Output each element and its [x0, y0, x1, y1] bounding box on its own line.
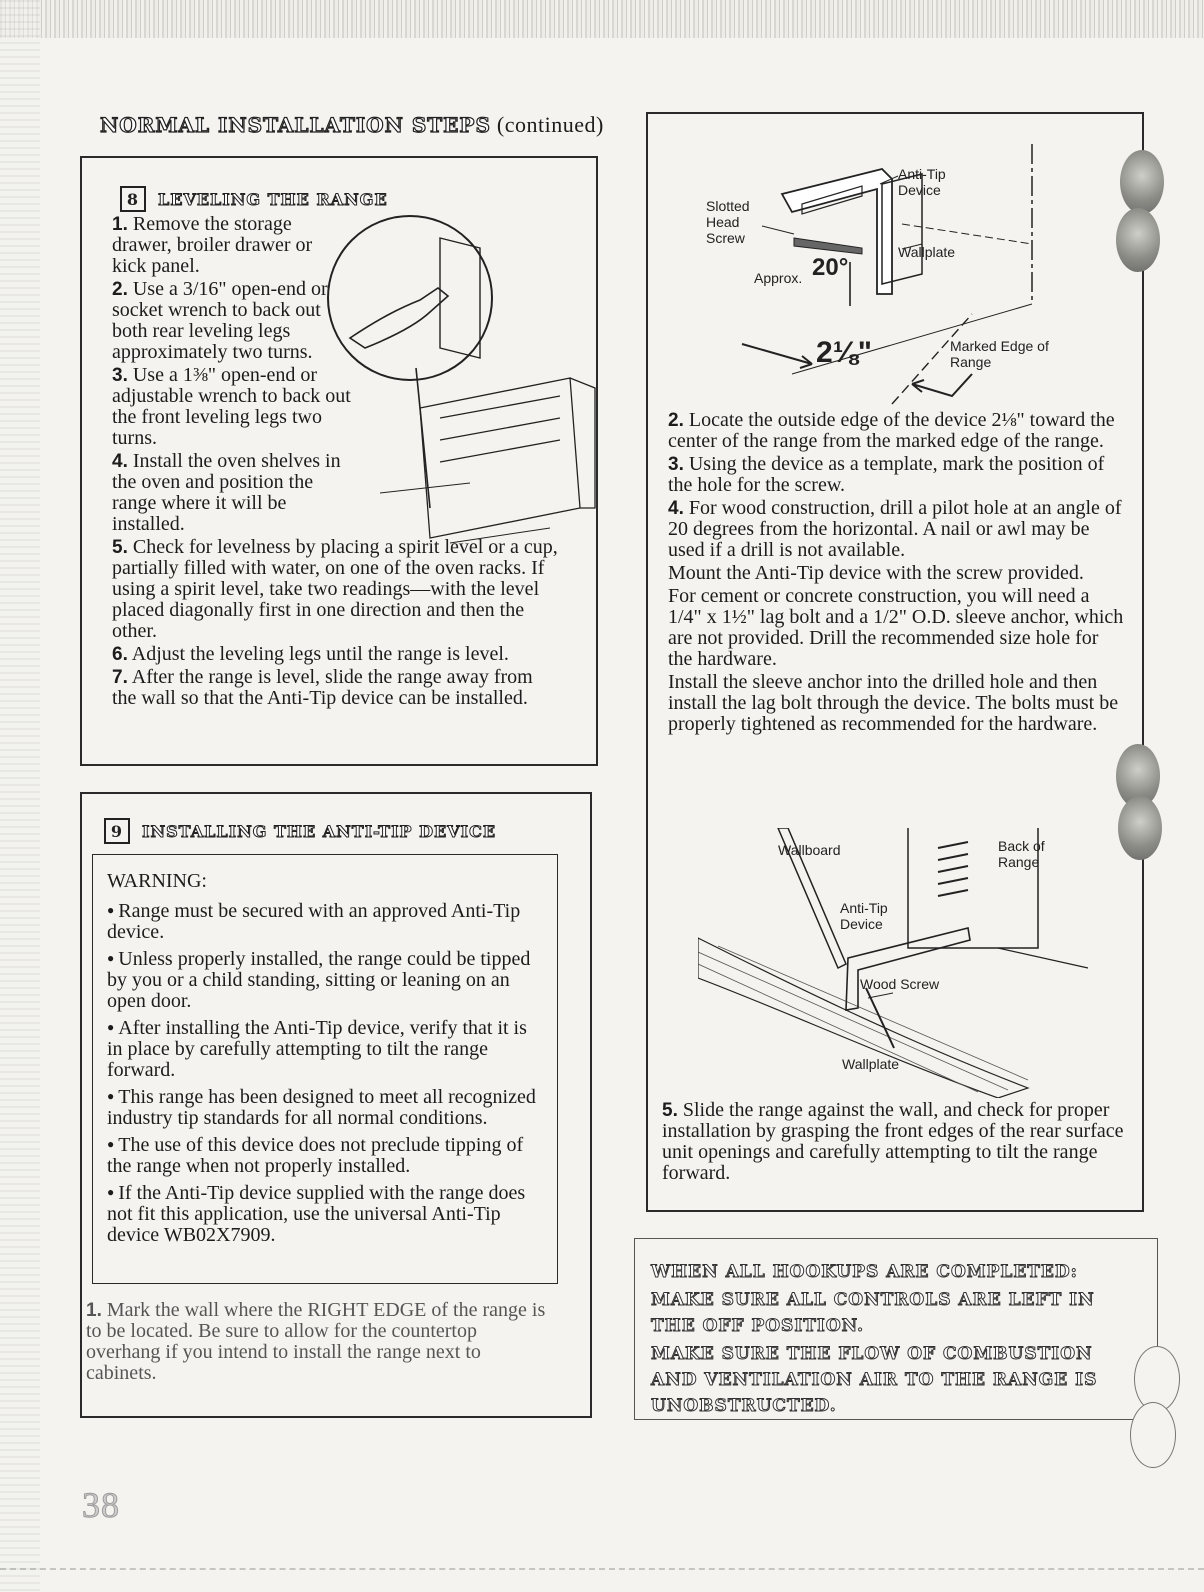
label-anti-tip-installed: Anti-Tip Device	[840, 900, 888, 932]
step8-item-7: 7. After the range is level, slide the range away from the wall so that the Anti-Tip device can be installed.	[112, 666, 533, 709]
label-angle: 20°	[812, 254, 849, 281]
label-wallplate-installed: Wallplate	[842, 1056, 900, 1072]
warning-content	[107, 871, 547, 1251]
step9-heading: INSTALLING THE ANTI-TIP DEVICE	[142, 821, 497, 841]
scan-artifact-left	[0, 0, 40, 1592]
bullet-icon: ●	[107, 1020, 115, 1034]
warning-item: ● If the Anti-Tip device supplied with the range does not fit this application, use the universal Anti-Tip device WB02X7909.	[107, 1182, 526, 1246]
margin-tab-2	[1116, 208, 1160, 272]
leader-slotted	[762, 226, 794, 234]
step8-number: 8	[120, 186, 146, 212]
label-wallplate: Wallplate	[898, 244, 956, 260]
label-wallboard: Wallboard	[778, 842, 841, 858]
completion-line-2: MAKE SURE ALL CONTROLS ARE LEFT IN THE OFF POSITION.	[651, 1290, 1095, 1336]
label-back-of-range: Back of Range	[998, 838, 1045, 870]
warning-item: ● Unless properly installed, the range could be tipped by you or a child standing, sitting or leaning on an open door.	[107, 948, 531, 1012]
step8-item-5: 5. Check for levelness by placing a spirit level or a cup, partially filled with water, on one of the oven racks. If using a spirit level, take two readings—with the level placed diagonally first in one direction and then the other.	[112, 536, 558, 642]
page-title-continued: (continued)	[496, 112, 604, 137]
step8-item-4: 4. Install the oven shelves in the oven and position the range where it will be installed.	[112, 450, 341, 535]
step8-section	[80, 156, 598, 766]
right-column-text	[668, 410, 1124, 737]
right-step-5: 5. Slide the range against the wall, and check for proper installation by grasping the front edges of the rear surface unit openings and carefully attempting to tilt the range forward.	[662, 1099, 1124, 1184]
bullet-icon: ●	[107, 951, 115, 965]
step8-item-3: 3. Use a 1⅜" open-end or adjustable wrench to back out the front leveling legs two turns.	[112, 364, 351, 449]
scan-artifact-top	[0, 0, 1204, 38]
leader-wood-screw	[868, 993, 893, 998]
step9-section	[80, 792, 592, 1418]
completion-line-3: MAKE SURE THE FLOW OF COMBUSTION AND VENTILATION AIR TO THE RANGE IS UNOBSTRUCTED.	[651, 1344, 1098, 1416]
bullet-icon: ●	[107, 1137, 115, 1151]
slotted-screw	[794, 238, 862, 254]
floor-plank	[698, 938, 1028, 1098]
step8-item-6: 6. Adjust the leveling legs until the range is level.	[112, 643, 509, 665]
marked-edge-arrow	[912, 374, 972, 396]
completion-notice	[634, 1238, 1158, 1420]
warning-item: ● The use of this device does not preclude tipping of the range when not properly installed.	[107, 1134, 524, 1177]
step8-item-2: 2. Use a 3/16" open-end or socket wrench to back out both rear leveling legs approximately two turns.	[112, 278, 328, 363]
warning-item: ● This range has been designed to meet all recognized industry tip standards for all normal conditions.	[107, 1086, 536, 1129]
right-para-3: 3. Using the device as a template, mark the position of the hole for the screw.	[668, 453, 1105, 496]
right-para-mount: Mount the Anti-Tip device with the screw provided.	[668, 562, 1084, 584]
wood-screw	[866, 988, 894, 1048]
scan-artifact-bottom	[0, 1568, 1204, 1576]
margin-tab-1	[1120, 150, 1164, 214]
margin-tab-4	[1118, 796, 1162, 860]
label-slotted-head-screw: Slotted Head Screw	[706, 198, 750, 246]
step8-items	[112, 214, 582, 711]
label-approx: Approx.	[754, 270, 803, 286]
margin-tab-6	[1130, 1402, 1176, 1468]
right-para-4: 4. For wood construction, drill a pilot hole at an angle of 20 degrees from the horizontal. A nail or awl may be used if a drill is not available.	[668, 497, 1122, 561]
page-title-caps: NORMAL INSTALLATION STEPS	[100, 113, 491, 137]
bullet-icon: ●	[107, 903, 115, 917]
right-para-sleeve: Install the sleeve anchor into the drilled hole and then install the lag bolt through the device. The bolts must be properly tightened as recommended for the hardware.	[668, 671, 1119, 735]
bullet-icon: ●	[107, 1089, 115, 1103]
right-para-cement: For cement or concrete construction, you will need a 1/4" x 1½" lag bolt and a 1/2" O.D. sleeve anchor, which are not provided. Drill the recommended size hole for the hardware.	[668, 585, 1124, 670]
step9-item-1: 1. Mark the wall where the RIGHT EDGE of the range is to be located. Be sure to allow for the countertop overhang if you intend to install the range next to cabinets.	[86, 1299, 546, 1384]
range-vents	[938, 842, 968, 896]
right-column-section	[646, 112, 1144, 1212]
completion-content	[651, 1259, 1131, 1421]
dim-arrow-left	[742, 344, 812, 368]
page-number: 38	[82, 1485, 120, 1525]
warning-box	[92, 854, 558, 1284]
step9-number: 9	[104, 818, 130, 844]
label-dimension: 2⅛"	[816, 336, 872, 369]
page-title	[100, 112, 620, 138]
bullet-icon: ●	[107, 1185, 115, 1199]
warning-title: WARNING:	[107, 870, 207, 892]
floor-right	[998, 948, 1088, 968]
warning-item: ● Range must be secured with an approved Anti-Tip device.	[107, 900, 521, 943]
warning-item: ● After installing the Anti-Tip device, verify that it is in place by carefully attempting to tilt the range forward.	[107, 1017, 527, 1081]
label-anti-tip-device: Anti-Tip Device	[898, 166, 946, 198]
step8-heading: LEVELING THE RANGE	[158, 189, 388, 209]
step8-item-1: 1. Remove the storage drawer, broiler drawer or kick panel.	[112, 213, 313, 277]
step9-title	[104, 818, 496, 844]
label-wood-screw: Wood Screw	[860, 976, 940, 992]
right-para-2: 2. Locate the outside edge of the device 2⅛" toward the center of the range from the marked edge of the range.	[668, 409, 1115, 452]
label-marked-edge: Marked Edge of Range	[950, 338, 1049, 370]
completion-line-1: WHEN ALL HOOKUPS ARE COMPLETED:	[651, 1262, 1078, 1282]
